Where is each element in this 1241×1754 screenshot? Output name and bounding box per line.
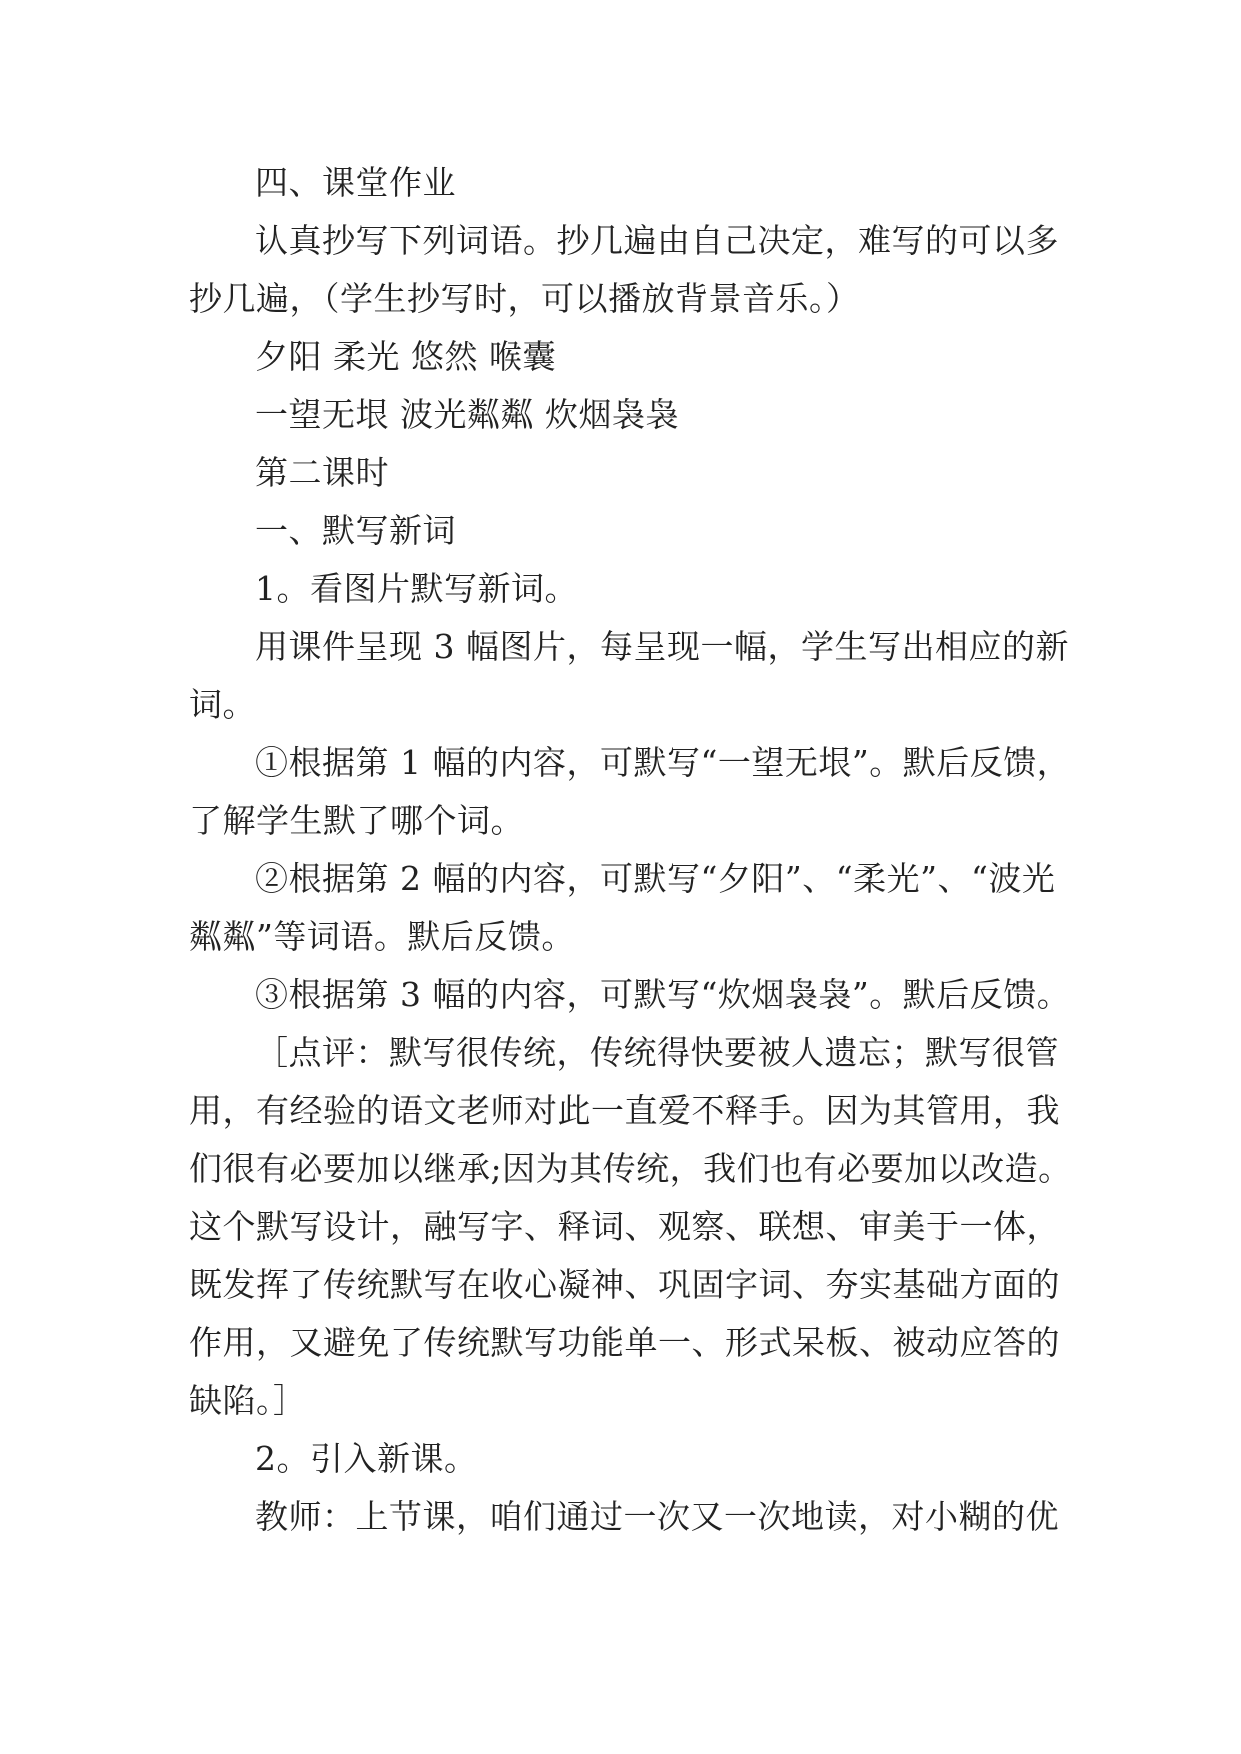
word-list [189,386,1089,444]
word-list [189,328,1089,386]
section-heading [189,154,1089,212]
text-line: 作用，又避免了传统默写功能单一、形式呆板、被动应答的 [189,1323,1060,1362]
paragraph [189,560,1089,618]
text-line: 夕阳 柔光 悠然 喉囊 [255,337,556,376]
text-line: 认真抄写下列词语。抄几遍由自己决定，难写的可以多 [255,221,1059,260]
text-line: 既发挥了传统默写在收心凝神、巩固字词、夯实基础方面的 [189,1265,1060,1304]
text-line: 2。引入新课。 [255,1439,478,1478]
document-body [189,154,1089,1546]
text-line: 了解学生默了哪个词。 [189,801,524,840]
paragraph [189,1430,1089,1488]
paragraph [189,1488,1089,1546]
paragraph [189,212,1089,328]
paragraph [189,618,1089,734]
text-line: 一望无垠 波光粼粼 炊烟袅袅 [255,395,679,434]
paragraph [189,850,1089,966]
paragraph [189,966,1089,1024]
section-heading [189,444,1089,502]
text-line: 第二课时 [255,453,389,492]
text-line: 1。看图片默写新词。 [255,569,578,608]
text-line: 这个默写设计，融写字、释词、观察、联想、审美于一体， [189,1207,1060,1246]
text-line: 们很有必要加以继承;因为其传统，我们也有必要加以改造。 [189,1149,1072,1188]
text-line: 缺陷。］ [189,1381,307,1420]
text-line: ③根据第 3 幅的内容，可默写“炊烟袅袅”。默后反馈。 [255,975,1071,1014]
text-line: 教师：上节课，咱们通过一次又一次地读，对小糊的优 [255,1497,1059,1536]
text-line: 用，有经验的语文老师对此一直爱不释手。因为其管用，我 [189,1091,1060,1130]
text-line: 粼粼”等词语。默后反馈。 [189,917,575,956]
text-line: ②根据第 2 幅的内容，可默写“夕阳”、“柔光”、“波光 [255,859,1056,898]
paragraph [189,734,1089,850]
text-line: ［点评：默写很传统，传统得快要被人遗忘；默写很管 [255,1033,1059,1072]
text-line: 抄几遍，（学生抄写时，可以播放背景音乐。） [189,279,860,318]
text-line: 四、课堂作业 [255,163,456,202]
text-line: 词。 [189,685,256,724]
comment-paragraph [189,1024,1089,1430]
text-line: ①根据第 1 幅的内容，可默写“一望无垠”。默后反馈， [255,743,1071,782]
text-line: 一、默写新词 [255,511,456,550]
section-heading [189,502,1089,560]
text-line: 用课件呈现 3 幅图片，每呈现一幅，学生写出相应的新 [255,627,1069,666]
